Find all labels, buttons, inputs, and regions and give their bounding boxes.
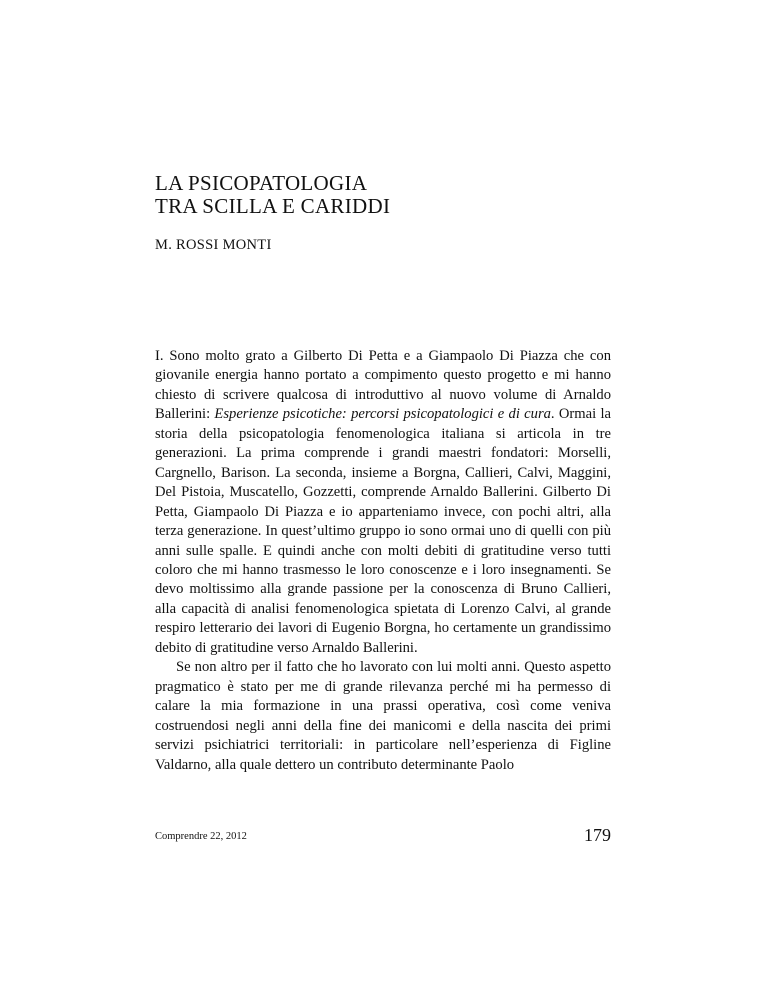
title-line-1: LA PSICOPATOLOGIA <box>155 171 368 195</box>
journal-citation: Comprendre 22, 2012 <box>155 831 247 842</box>
page-number: 179 <box>584 825 611 845</box>
title-line-2: TRA SCILLA E CARIDDI <box>155 194 391 218</box>
paragraph-1-text-b: . Ormai la storia della psicopatologia fenomenologica italiana si articola in tre generazioni. La prima comprende i grandi maestri fondatori: Morselli, Cargnello, Barison. La seconda, insieme a Borgna, Callieri, Calvi, Maggini, Del Pistoia, Muscatello, Gozzetti, comprende Arnaldo Ballerini. Gilberto Di Petta, Giampaolo Di Piazza e io apparteniamo invece, con pochi altri, alla terza generazione. In quest’ultimo gruppo io sono ormai uno di quelli con più anni sulle spalle. E quindi anche con molti debiti di gratitudine verso tutti coloro che mi hanno trasmesso le loro conoscenze e i loro insegnamenti. Se devo moltissimo alla grande passione per la conoscenza di Bruno Callieri, alla capacità di analisi fenomenologica spietata di Lorenzo Calvi, al grande respiro letterario dei lavori di Eugenio Borgna, ho certamente un grandissimo debito di gratitudine verso Arnaldo Ballerini. <box>155 406 611 656</box>
book-title-italic: Esperienze psicotiche: percorsi psicopatologici e di cura <box>214 406 551 423</box>
paragraph-1 <box>155 347 611 658</box>
paragraph-2: Se non altro per il fatto che ho lavorato con lui molti anni. Questo aspetto pragmatico è stato per me di grande rilevanza perché mi ha permesso di calare la mia formazione in una prassi operativa, così come veniva costruendosi negli anni della fine dei manicomi e della nascita dei primi servizi psichiatrici territoriali: in particolare nell’esperienza di Figline Valdarno, alla quale dettero un contributo determinante Paolo <box>155 659 611 773</box>
article-title <box>155 172 390 218</box>
article-author: M. ROSSI MONTI <box>155 237 272 253</box>
paragraph-1-text-a: I. Sono molto grato a Gilberto Di Petta e a Giampaolo Di Piazza che con giovanile energia hanno portato a compimento questo progetto e mi hanno chiesto di scrivere qualcosa di introduttivo al nuovo volume di Arnaldo Ballerini: <box>155 348 611 423</box>
article-body <box>155 347 611 775</box>
